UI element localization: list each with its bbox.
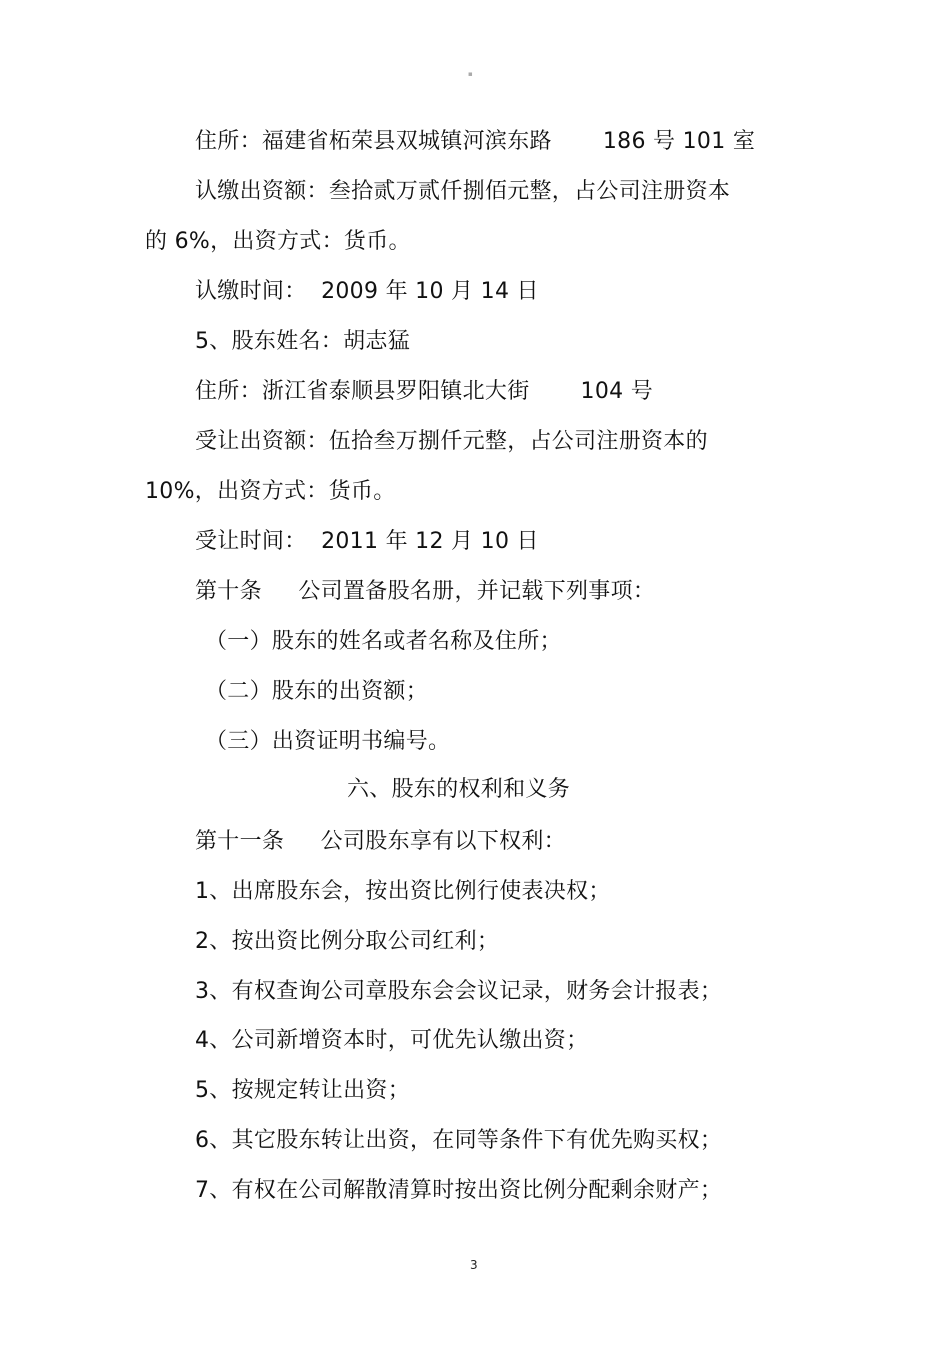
article-11-right-4: 4、公司新增资本时，可优先认缴出资；	[195, 1028, 589, 1053]
article-10-heading: 第十条 公司置备股名册，并记载下列事项：	[195, 579, 656, 604]
shareholder-5-share-and-method: 10%，出资方式：货币。	[145, 479, 396, 504]
shareholder-5-address: 住所：浙江省泰顺县罗阳镇北大街 104 号	[195, 379, 654, 404]
shareholder-4-share-and-method: 的 6%，出资方式：货币。	[145, 229, 411, 254]
article-11-heading: 第十一条 公司股东享有以下权利：	[195, 829, 566, 854]
article-11-right-1: 1、出席股东会，按出资比例行使表决权；	[195, 879, 611, 904]
shareholder-5-transferred-amount: 受让出资额：伍拾叁万捌仟元整，占公司注册资本的	[195, 429, 708, 454]
shareholder-5-transfer-date: 受让时间： 2011 年 12 月 10 日	[195, 529, 539, 554]
article-11-right-6: 6、其它股东转让出资，在同等条件下有优先购买权；	[195, 1128, 723, 1153]
header-mark: ▪	[468, 70, 473, 78]
article-11-right-2: 2、按出资比例分取公司红利；	[195, 929, 500, 954]
shareholder-5-name: 5、股东姓名：胡志猛	[195, 329, 410, 354]
article-11-right-5: 5、按规定转让出资；	[195, 1078, 410, 1103]
article-11-right-7: 7、有权在公司解散清算时按出资比例分配剩余财产；	[195, 1178, 723, 1203]
article-10-item-3: （三）出资证明书编号。	[205, 729, 451, 754]
article-10-item-2: （二）股东的出资额；	[205, 679, 429, 704]
shareholder-4-subscribed-amount: 认缴出资额：叁拾贰万贰仟捌佰元整，占公司注册资本	[195, 179, 731, 204]
article-11-right-3: 3、有权查询公司章股东会会议记录，财务会计报表；	[195, 979, 723, 1004]
section-6-title: 六、股东的权利和义务	[347, 777, 571, 802]
page-number: 3	[470, 1258, 478, 1272]
shareholder-4-subscription-date: 认缴时间： 2009 年 10 月 14 日	[195, 279, 539, 304]
article-10-item-1: （一）股东的姓名或者名称及住所；	[205, 629, 562, 654]
shareholder-4-address: 住所：福建省柘荣县双城镇河滨东路 186 号 101 室	[195, 129, 756, 154]
